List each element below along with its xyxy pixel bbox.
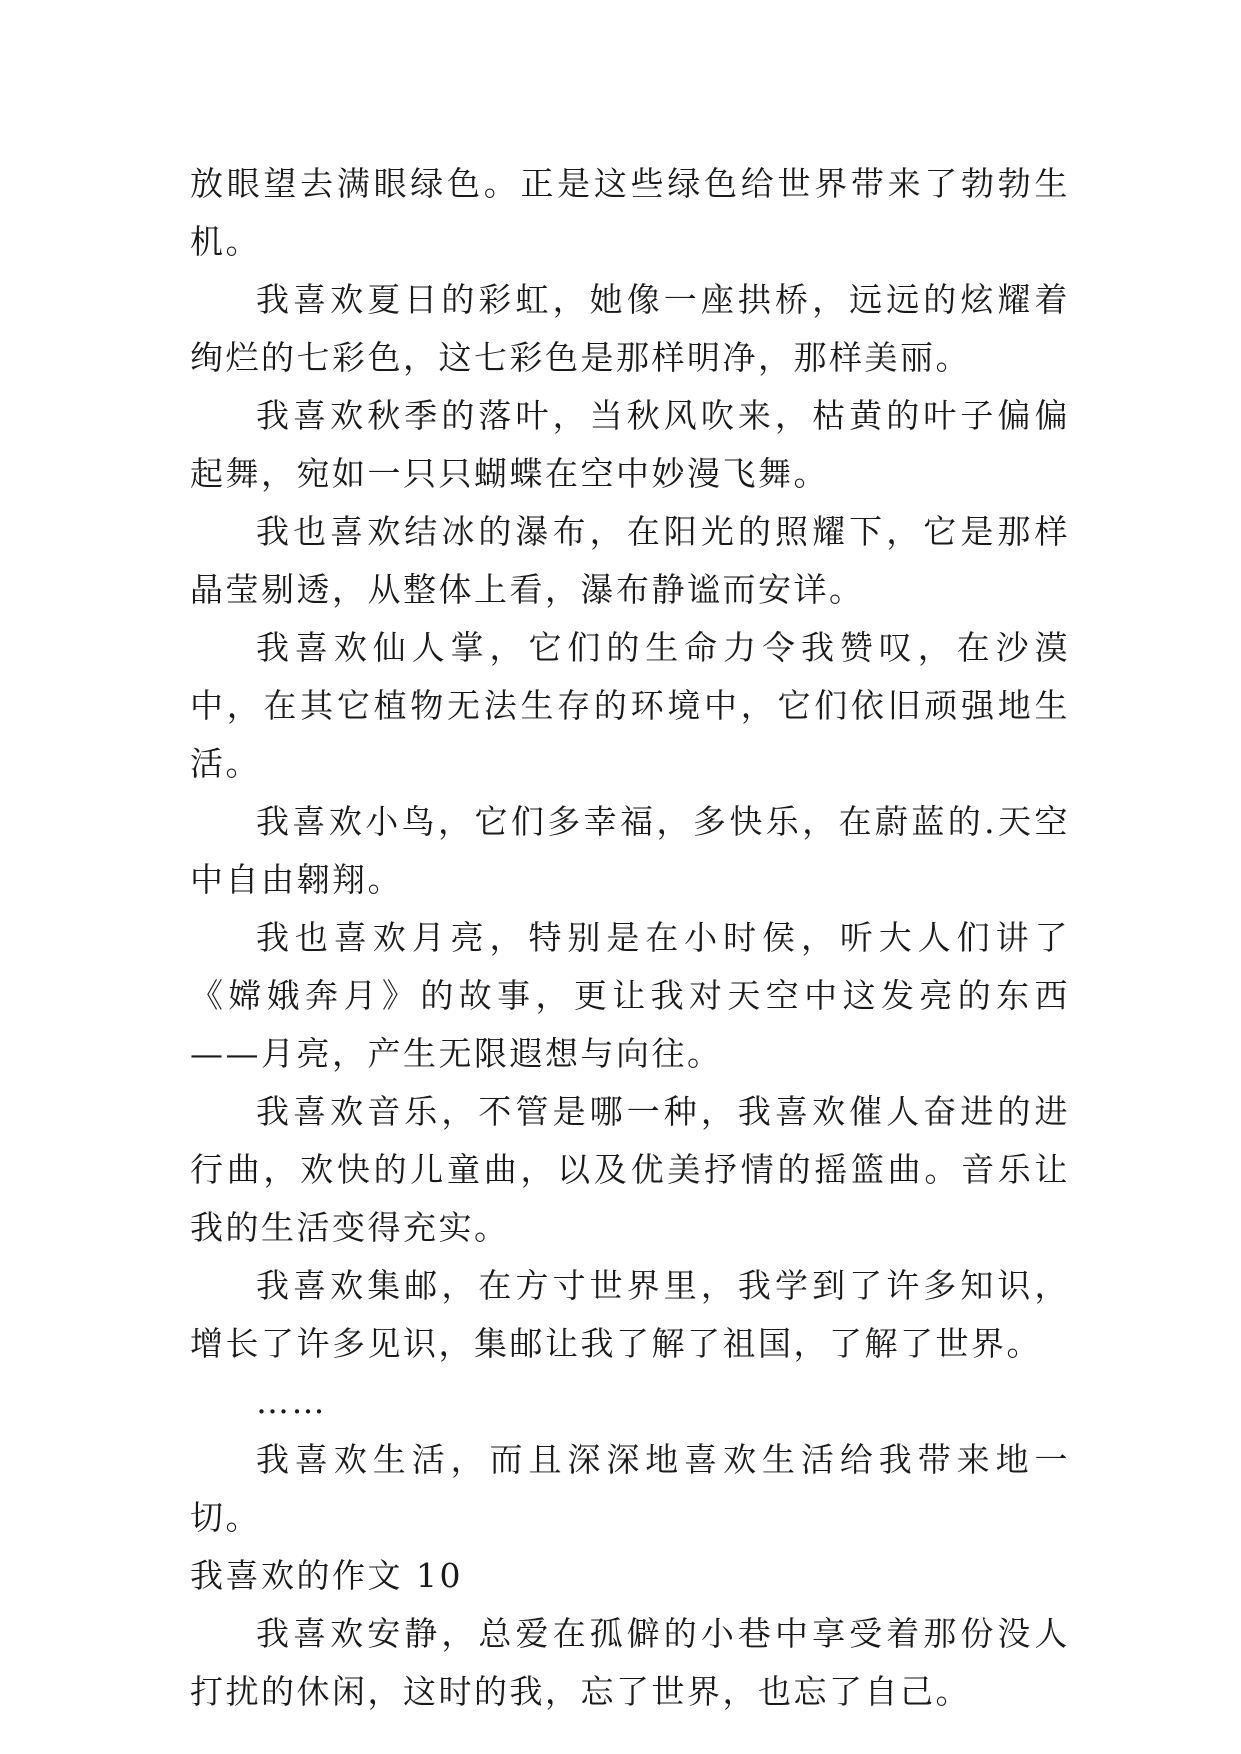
paragraph-7: 我也喜欢月亮，特别是在小时侯，听大人们讲了《嫦娥奔月》的故事，更让我对天空中这发亮的东西——月亮，产生无限遐想与向往。 xyxy=(190,918,1070,1073)
paragraph-11: 我喜欢生活，而且深深地喜欢生活给我带来地一切。 xyxy=(190,1440,1070,1537)
paragraph-9: 我喜欢集邮，在方寸世界里，我学到了许多知识，增长了许多见识，集邮让我了解了祖国，了解了世界。 xyxy=(190,1266,1070,1363)
paragraph-2: 我喜欢夏日的彩虹，她像一座拱桥，远远的炫耀着绚烂的七彩色，这七彩色是那样明净，那样美丽。 xyxy=(190,280,1070,377)
paragraph-3: 我喜欢秋季的落叶，当秋风吹来，枯黄的叶子偏偏起舞，宛如一只只蝴蝶在空中妙漫飞舞。 xyxy=(190,396,1070,493)
ellipsis-paragraph: …… xyxy=(256,1382,327,1421)
section-title: 我喜欢的作文 10 xyxy=(190,1556,463,1595)
paragraph-5: 我喜欢仙人掌，它们的生命力令我赞叹，在沙漠中，在其它植物无法生存的环境中，它们依旧顽强地生活。 xyxy=(190,628,1070,783)
paragraph-4: 我也喜欢结冰的瀑布，在阳光的照耀下，它是那样晶莹剔透，从整体上看，瀑布静谧而安详。 xyxy=(190,512,1070,609)
paragraph-8: 我喜欢音乐，不管是哪一种，我喜欢催人奋进的进行曲，欢快的儿童曲，以及优美抒情的摇篮曲。音乐让我的生活变得充实。 xyxy=(190,1092,1070,1247)
paragraph-1: 放眼望去满眼绿色。正是这些绿色给世界带来了勃勃生机。 xyxy=(190,164,1070,261)
paragraph-6: 我喜欢小鸟，它们多幸福，多快乐，在蔚蓝的.天空中自由翱翔。 xyxy=(190,802,1070,899)
document-body xyxy=(190,155,1070,1721)
section-paragraph-1: 我喜欢安静，总爱在孤僻的小巷中享受着那份没人打扰的休闲，这时的我，忘了世界，也忘了自己。 xyxy=(190,1614,1070,1711)
